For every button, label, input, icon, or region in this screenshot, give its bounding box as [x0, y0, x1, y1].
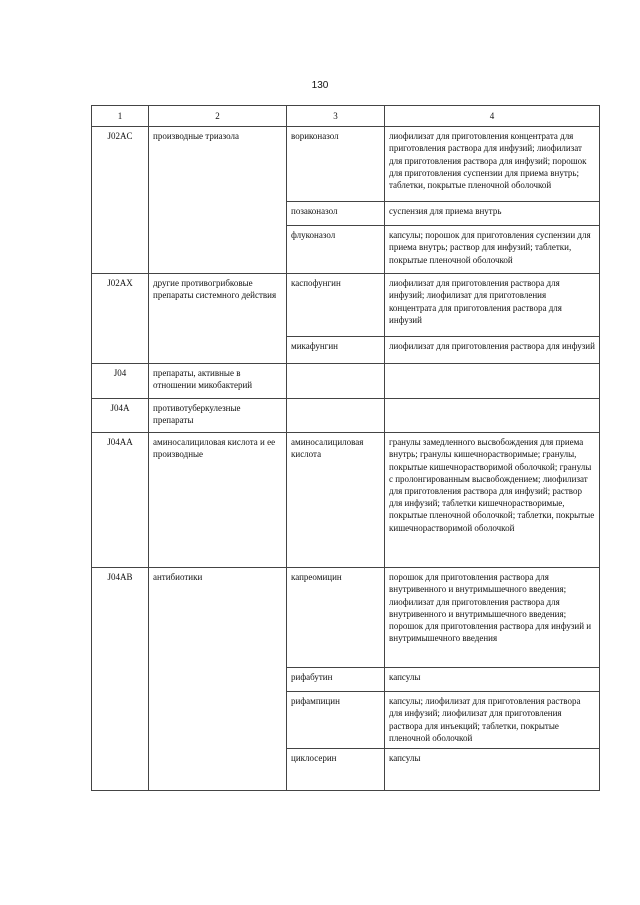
- dosage-form-cell: суспензия для приема внутрь: [385, 202, 600, 226]
- drug-name-cell: каспофунгин: [287, 274, 385, 337]
- atc-code-cell: J04AA: [92, 433, 149, 568]
- atc-code-cell: J04AB: [92, 568, 149, 791]
- dosage-form-cell: лиофилизат для приготовления раствора для инфузий: [385, 337, 600, 364]
- table-header-row: [92, 106, 600, 127]
- table-row: [92, 364, 600, 399]
- drug-table: [91, 105, 600, 791]
- dosage-form-cell: [385, 399, 600, 433]
- atc-code-cell: J02AC: [92, 127, 149, 274]
- drug-name-cell: рифабутин: [287, 668, 385, 692]
- column-header: 3: [287, 106, 385, 127]
- dosage-form-cell: капсулы; лиофилизат для приготовления раствора для инфузий; лиофилизат для приготовления раствора для инъекций; таблетки, покрытые пленочной оболочкой: [385, 692, 600, 749]
- drug-name-cell: капреомицин: [287, 568, 385, 668]
- group-name-cell: производные триазола: [149, 127, 287, 274]
- group-name-cell: аминосалициловая кислота и ее производные: [149, 433, 287, 568]
- dosage-form-cell: гранулы замедленного высвобождения для приема внутрь; гранулы кишечнорастворимые; гранулы, покрытые кишечнорастворимой оболочкой; гранулы с пролонгированным высвобождением; лиофилизат для приготовления раствора для инфузий; раствор для инфузий; таблетки кишечнорастворимые, покрытые пленочной оболочкой; таблетки, покрытые кишечнорастворимой оболочкой: [385, 433, 600, 568]
- drug-name-cell: циклосерин: [287, 749, 385, 791]
- table-row: [92, 127, 600, 202]
- dosage-form-cell: лиофилизат для приготовления концентрата для приготовления раствора для инфузий; лиофилизат для приготовления раствора для инфузий; порошок для приготовления суспензии для приема внутрь; таблетки, покрытые пленочной оболочкой: [385, 127, 600, 202]
- column-header: 1: [92, 106, 149, 127]
- group-name-cell: другие противогрибковые препараты системного действия: [149, 274, 287, 364]
- drug-name-cell: флуконазол: [287, 226, 385, 274]
- table-body: [92, 127, 600, 791]
- dosage-form-cell: лиофилизат для приготовления раствора для инфузий; лиофилизат для приготовления концентрата для приготовления раствора для инфузий: [385, 274, 600, 337]
- dosage-form-cell: капсулы: [385, 668, 600, 692]
- group-name-cell: антибиотики: [149, 568, 287, 791]
- dosage-form-cell: [385, 364, 600, 399]
- table-row: [92, 433, 600, 568]
- drug-name-cell: вориконазол: [287, 127, 385, 202]
- atc-code-cell: J04: [92, 364, 149, 399]
- page-number: 130: [311, 80, 329, 91]
- group-name-cell: препараты, активные в отношении микобактерий: [149, 364, 287, 399]
- drug-name-cell: микафунгин: [287, 337, 385, 364]
- dosage-form-cell: капсулы; порошок для приготовления суспензии для приема внутрь; раствор для инфузий; таблетки, покрытые пленочной оболочкой: [385, 226, 600, 274]
- table-row: [92, 399, 600, 433]
- dosage-form-cell: капсулы: [385, 749, 600, 791]
- atc-code-cell: J02AX: [92, 274, 149, 364]
- drug-name-cell: рифампицин: [287, 692, 385, 749]
- drug-name-cell: аминосалициловая кислота: [287, 433, 385, 568]
- drug-name-cell: [287, 399, 385, 433]
- drug-name-cell: [287, 364, 385, 399]
- table-row: [92, 568, 600, 668]
- drug-name-cell: позаконазол: [287, 202, 385, 226]
- table-row: [92, 274, 600, 337]
- atc-code-cell: J04A: [92, 399, 149, 433]
- column-header: 4: [385, 106, 600, 127]
- group-name-cell: противотуберкулезные препараты: [149, 399, 287, 433]
- column-header: 2: [149, 106, 287, 127]
- dosage-form-cell: порошок для приготовления раствора для внутривенного и внутримышечного введения; лиофилизат для приготовления раствора для внутривенного и внутримышечного введения; порошок для приготовления раствора для инфузий и внутримышечного введения: [385, 568, 600, 668]
